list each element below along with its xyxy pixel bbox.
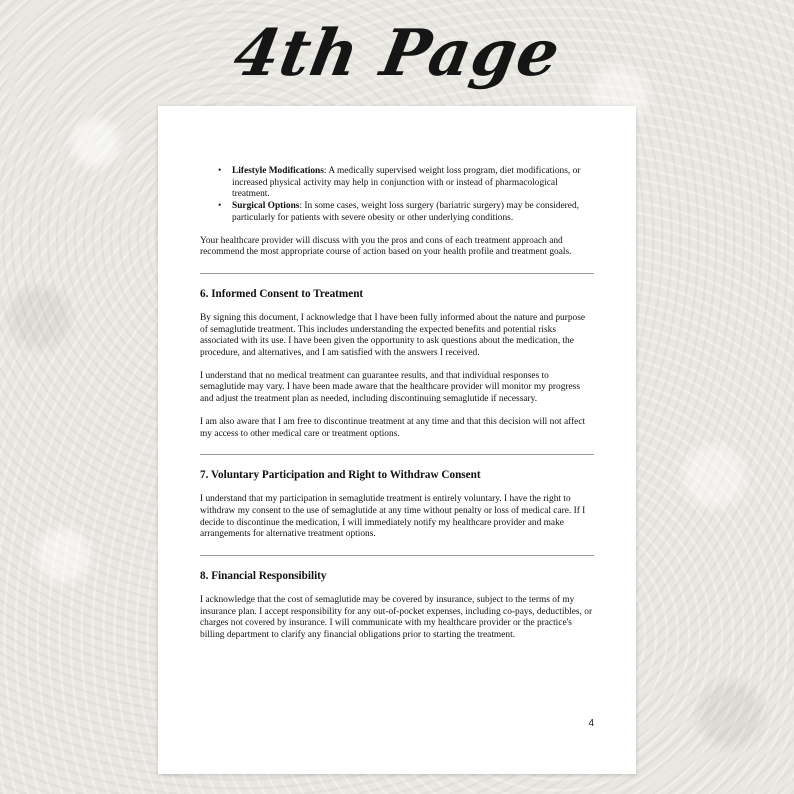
document-body <box>200 166 594 642</box>
page-banner-title: 4th Page <box>228 16 566 91</box>
section-heading-financial-responsibility: 8. Financial Responsibility <box>200 570 327 583</box>
list-item <box>232 201 594 224</box>
treatment-options-list <box>200 166 594 225</box>
bullet-text: : A medically supervised weight loss program, diet modifications, or increased physical activity may help in conjunction with or instead of pharmacological treatment. <box>232 166 581 200</box>
intro-paragraph: Your healthcare provider will discuss with you the pros and cons of each treatment approach and recommend the most appropriate course of action based on your health profile and treatment goals. <box>200 235 572 258</box>
paragraph: I understand that no medical treatment can guarantee results, and that individual responses to semaglutide may vary. I have been made aware that the healthcare provider will monitor my progress and adjust the treatment plan as needed, including discontinuing semaglutide if necessary. <box>200 370 580 405</box>
paragraph: I understand that my participation in semaglutide treatment is entirely voluntary. I have the right to withdraw my consent to the use of semaglutide at any time without penalty or loss of medical care. If I decide to discontinue the medication, I will immediately notify my healthcare provider and make arrangements for alternative treatment options. <box>200 494 586 540</box>
bullet-term: Surgical Options <box>232 201 300 212</box>
paragraph: By signing this document, I acknowledge that I have been fully informed about the nature and purpose of semaglutide treatment. This includes understanding the expected benefits and potential risks associated with its use. I have been given the opportunity to ask questions about the medication, the procedure, and alternatives, and I am satisfied with the answers I received. <box>200 312 586 359</box>
page-number: 4 <box>588 718 594 729</box>
bullet-term: Lifestyle Modifications <box>232 166 324 176</box>
paragraph: I am also aware that I am free to discontinue treatment at any time and that this decision will not affect my access to other medical care or treatment options. <box>200 416 586 439</box>
section-divider <box>200 273 594 274</box>
section-divider <box>200 555 594 556</box>
list-item <box>232 166 594 201</box>
paragraph: I acknowledge that the cost of semaglutide may be covered by insurance, subject to the terms of my insurance plan. I accept responsibility for any out-of-pocket expenses, including co-pays, deductibles, or charges not covered by insurance. I will communicate with my healthcare provider or the practice's billing department to clarify any financial obligations prior to starting the treatment. <box>200 595 593 641</box>
section-heading-voluntary-participation: 7. Voluntary Participation and Right to Withdraw Consent <box>200 469 481 482</box>
section-heading-informed-consent: 6. Informed Consent to Treatment <box>200 287 364 300</box>
bullet-text: : In some cases, weight loss surgery (bariatric surgery) may be considered, particularly for patients with severe obesity or other underlying conditions. <box>232 201 579 223</box>
document-page <box>158 106 636 774</box>
section-divider <box>200 454 594 455</box>
